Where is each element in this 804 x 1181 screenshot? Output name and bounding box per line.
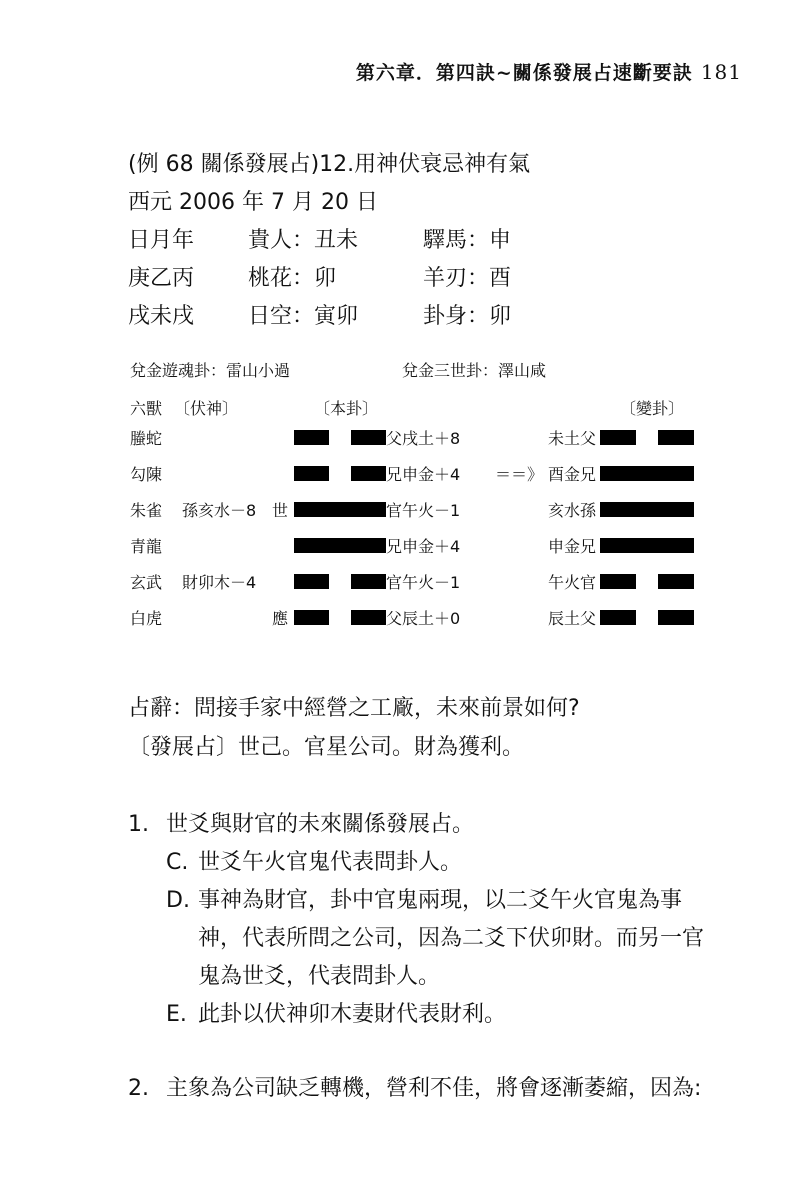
yin-line-segment [294,430,329,445]
sub-text-continued: 鬼為世爻，代表問卦人。 [198,964,441,989]
yin-line-segment [351,466,386,481]
shi-ying-marker: 應 [272,609,289,628]
yin-line-segment [294,574,329,589]
yin-line-segment [294,466,329,481]
beast-label: 朱雀 [130,501,163,520]
info-cell: 庚乙丙 [128,266,195,291]
yin-line-segment [600,430,636,445]
yang-line [294,538,386,553]
yang-line [600,502,694,517]
question-line: 占辭：問接手家中經營之工廠，未來前景如何? [128,696,580,721]
yin-line-segment [658,430,694,445]
list-text: 世爻與財官的未來關係發展占。 [166,812,475,837]
yin-line-segment [351,574,386,589]
beast-label: 玄武 [130,573,163,592]
list-item-1 [128,806,704,844]
ben-yao-label: 兄申金＋4 [386,465,461,484]
bian-yao-label: 亥水孫 [548,501,597,520]
bian-yao-label: 辰土父 [548,609,597,628]
analysis-list-2 [128,1070,701,1108]
ben-yao-label: 官午火－1 [386,573,461,592]
sub-item-c [128,844,704,882]
list-text: 主象為公司缺乏轉機，營利不佳，將會逐漸萎縮，因為: [166,1076,702,1101]
col-ben-header: 〔本卦〕 [314,399,379,418]
yang-line [294,502,386,517]
bian-yao-label: 午火官 [548,573,597,592]
sub-letter: E. [166,1002,187,1027]
beast-label: 青龍 [130,537,163,556]
ben-gua-name: 兌金遊魂卦：雷山小過 [130,361,291,380]
info-row [128,260,543,298]
sub-text-continued: 神，代表所問之公司，因為二爻下伏卯財。而另一官 [198,926,705,951]
yin-line-segment [600,610,636,625]
info-cell: 日空：寅卯 [248,304,359,329]
info-cell: 桃花：卯 [248,266,337,291]
ben-yao-label: 兄申金＋4 [386,537,461,556]
sub-item-e [128,996,704,1034]
yin-line-segment [294,610,329,625]
list-number: 2. [128,1076,149,1101]
bian-yao-label: 申金兄 [548,537,597,556]
sub-text: 此卦以伏神卯木妻財代表財利。 [198,1002,507,1027]
beast-label: 勾陳 [130,465,163,484]
sub-letter: C. [166,850,189,875]
beast-label: 白虎 [130,609,163,628]
page-header [356,58,742,85]
case-info [128,146,543,336]
category-line: 〔發展占〕世己。官星公司。財為獲利。 [128,735,525,760]
analysis-list [128,806,704,1034]
info-cell: 日月年 [128,228,195,253]
beast-label: 螣蛇 [130,429,163,448]
col-beast-header: 六獸 [130,399,163,418]
shi-ying-marker: 世 [272,501,289,520]
bian-yao-label: 未土父 [548,429,597,448]
info-cell: 戌未戌 [128,304,195,329]
ben-yao-label: 父辰土＋0 [386,609,461,628]
info-cell: 卦身：卯 [423,304,512,329]
col-bian-header: 〔變卦〕 [620,399,685,418]
info-cell: 羊刃：酉 [423,266,512,291]
yin-line-segment [600,574,636,589]
sub-text: 世爻午火官鬼代表問卦人。 [198,850,463,875]
list-number: 1. [128,812,149,837]
yin-line-segment [351,610,386,625]
info-cell: 驛馬：申 [423,228,512,253]
ben-yao-label: 官午火－1 [386,501,461,520]
case-title: (例 68 關係發展占)12.用神伏衰忌神有氣 [128,152,531,177]
col-fu-header: 〔伏神〕 [174,399,239,418]
yang-line [600,466,694,481]
sub-item-d [128,882,704,920]
sub-letter: D. [166,888,190,913]
fushen-label: 孫亥水－8 [182,501,257,520]
info-row [128,298,543,336]
chapter-title: 第六章．第四訣~關係發展占速斷要訣 [355,62,693,84]
info-row [128,222,543,260]
info-cell: 貴人：丑未 [248,228,359,253]
change-arrow: ＝＝》 [495,465,544,484]
case-date: 西元 2006 年 7 月 20 日 [128,190,378,215]
sub-text: 事神為財官，卦中官鬼兩現，以二爻午火官鬼為事 [198,888,683,913]
yin-line-segment [658,574,694,589]
bian-gua-name: 兌金三世卦：澤山咸 [402,361,547,380]
ben-yao-label: 父戌土＋8 [386,429,461,448]
page-number: 181 [700,60,742,84]
yang-line [600,538,694,553]
yin-line-segment [351,430,386,445]
bian-yao-label: 酉金兄 [548,465,597,484]
fushen-label: 財卯木－4 [182,573,257,592]
yin-line-segment [658,610,694,625]
list-item-2 [128,1070,701,1108]
